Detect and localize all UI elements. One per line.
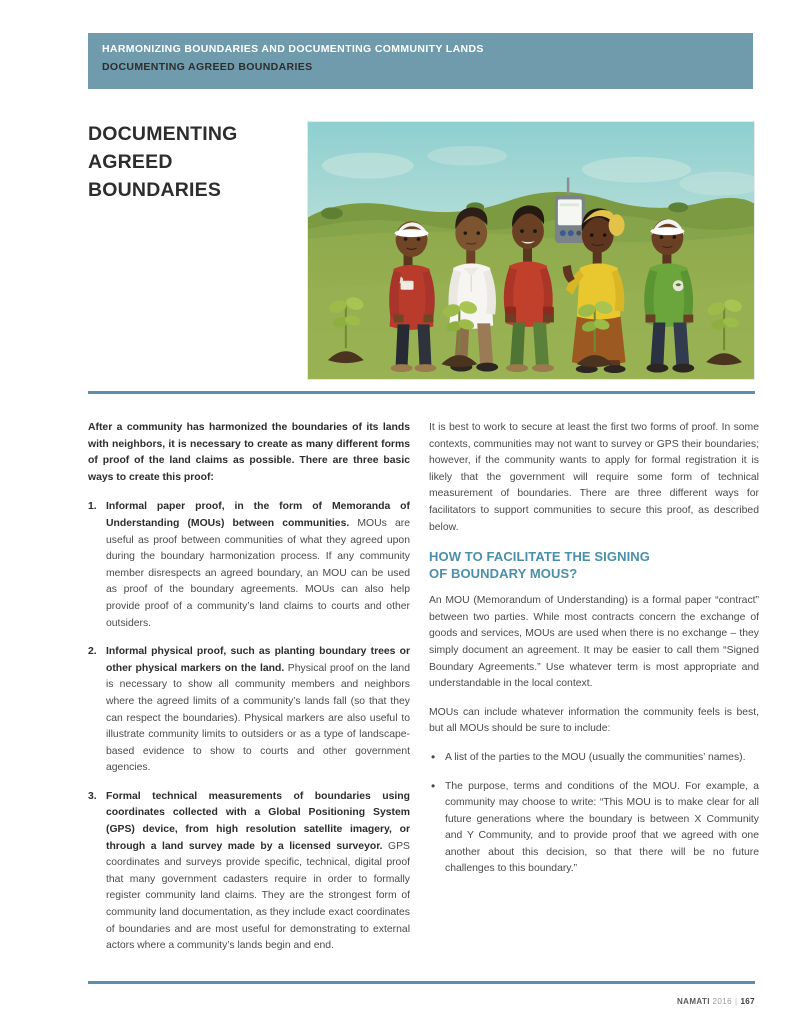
footer-separator: |	[734, 997, 738, 1006]
list-item-body: GPS coordinates and surveys provide specific, technical, digital proof that many government cadasters require in order to formally register community land claims. They are the strongest form of community land documentation, as they include exact coordinates of boundaries and are most useful for demonstrating to external actors where a community’s lands begin and end.	[106, 840, 410, 952]
footer-brand: NAMATI	[677, 997, 710, 1006]
section-heading	[429, 548, 759, 582]
illustration-community-members-with-gps	[307, 121, 755, 380]
footer-year: 2016	[712, 997, 732, 1006]
intro-paragraph: It is best to work to secure at least the first two forms of proof. In some contexts, communities may not want to survey or GPS their boundaries; however, if the community wants to apply for formal registration it is likely that the government will require some form of technical measurement of boundaries. There are three different ways for facilitators to support communities to secure this proof, as described below.	[429, 422, 759, 533]
proof-types-list	[88, 499, 410, 954]
mou-definition-paragraph: An MOU (Memorandum of Understanding) is a formal paper “contract” between two parties. While most contracts concern the exchange of goods and services, MOUs are used when there is no exchange – they simply document an agreement. It may be easier to call them “Signed Boundary Agreements.” Use whatever term is most appropriate and understandable in the local context.	[429, 595, 759, 690]
list-item: • The purpose, terms and conditions of the MOU. For example, a community may choose to write: “This MOU is to make clear for all future generations where the boundary is between X Community and Y Community, and to provide proof that we agreed with one another about this decision, so that there will be no future challenges to this boundary.”	[429, 779, 759, 879]
body-column-right	[429, 420, 759, 890]
page-title-line-1: DOCUMENTING	[88, 123, 238, 145]
running-header-section: DOCUMENTING AGREED BOUNDARIES	[102, 61, 313, 73]
list-item-bold-lead: Informal physical proof, such as planting boundary trees or other physical markers on the land.	[106, 646, 410, 674]
footer-page-number: 167	[740, 997, 755, 1006]
page-title-line-2: AGREED	[88, 151, 173, 173]
running-header-bar	[88, 33, 753, 89]
running-header-chapter: HARMONIZING BOUNDARIES AND DOCUMENTING COMMUNITY LANDS	[102, 43, 484, 55]
list-item-body: Physical proof on the land is necessary to show all community members and neighbors where the agreed limits of a community’s lands fall (so that they can respect the boundaries). Physical markers are also useful to illustrate community limits to outsiders or as a type of landscape-based evidence to show to courts and other government agencies.	[106, 662, 410, 774]
list-item	[88, 644, 410, 777]
page-title-line-3: BOUNDARIES	[88, 179, 222, 201]
lead-paragraph: After a community has harmonized the boundaries of its lands with neighbors, it is necessary to create as many different forms of proof of the land claims as possible. There are three basic ways to create this proof:	[88, 422, 410, 483]
page-footer	[677, 997, 755, 1006]
section-heading-line-1: HOW TO FACILITATE THE SIGNING	[429, 549, 651, 565]
illustration-svg	[308, 122, 754, 379]
divider-rule-top	[88, 391, 755, 394]
list-item	[88, 499, 410, 632]
body-column-left	[88, 420, 410, 967]
list-item-bold-lead: Formal technical measurements of boundaries using coordinates collected with a Global Positioning System (GPS) device, from high resolution satellite imagery, or through a land survey made by a licensed surveyor.	[106, 790, 410, 852]
section-heading-line-2: OF BOUNDARY MOUS?	[429, 566, 578, 582]
list-item	[88, 789, 410, 955]
mou-include-intro-paragraph: MOUs can include whatever information the community feels is best, but all MOUs should be sure to include:	[429, 706, 759, 735]
list-item-bold-lead: Informal paper proof, in the form of Memoranda of Understanding (MOUs) between communities.	[106, 501, 410, 529]
page-title	[88, 120, 293, 204]
mou-contents-list	[429, 750, 759, 878]
list-item: • A list of the parties to the MOU (usually the communities’ names).	[429, 750, 759, 767]
list-item-body: MOUs are useful as proof between communities of what they agreed upon during the boundary harmonization process. If any community member disrespects an agreed boundary, an MOU can be used as proof of the boundary agreements. MOUs can also help provide proof of a community’s land claims to courts and other outsiders.	[106, 517, 410, 629]
divider-rule-footer	[88, 981, 755, 984]
